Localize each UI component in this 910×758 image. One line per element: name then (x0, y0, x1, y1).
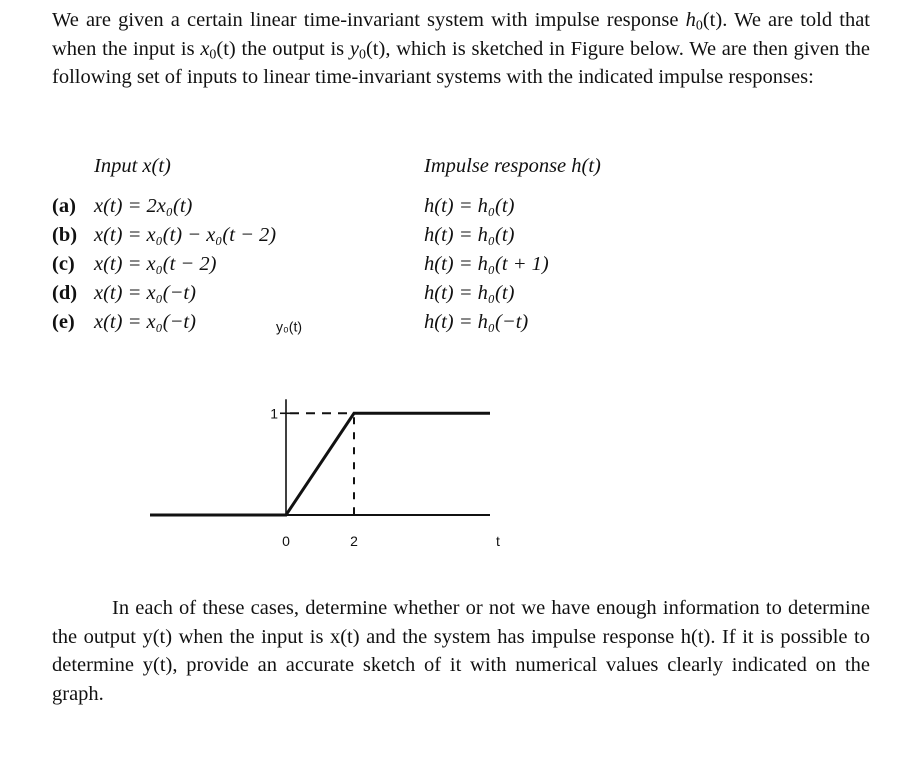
row-label: (e) (52, 311, 75, 333)
y-tick-label-1: 1 (270, 405, 278, 422)
table-row-h (424, 221, 514, 250)
row-input-expr: x(t) = 2x₀(t) (94, 195, 193, 217)
intro-text-1: We are given a certain linear time-invariant system with impulse response (52, 9, 686, 31)
row-input-expr: x(t) = x₀(−t) (94, 311, 196, 333)
table-row-h (424, 308, 528, 337)
table-row-input (52, 192, 192, 221)
input-response-table (0, 0, 910, 360)
intro-h0-sub: 0 (695, 18, 703, 34)
row-h-expr: h(t) = h₀(t) (424, 195, 515, 217)
x-tick-label-2: 2 (350, 533, 358, 549)
row-label: (c) (52, 253, 75, 275)
row-input-expr: x(t) = x₀(t) − x₀(t − 2) (94, 224, 277, 246)
row-label: (a) (52, 195, 76, 217)
y0-series-line (150, 413, 490, 515)
intro-text-3: (t) the output is (216, 37, 350, 60)
intro-x0-sub: 0 (209, 46, 217, 62)
table-row-input (52, 250, 216, 279)
x-axis-label: t (496, 533, 500, 549)
row-input-expr: x(t) = x₀(−t) (94, 282, 196, 304)
row-h-expr: h(t) = h₀(t) (424, 224, 515, 246)
intro-y0: y (349, 37, 359, 60)
table-row-h (424, 250, 549, 279)
row-h-expr: h(t) = h₀(t) (424, 282, 515, 304)
table-row-input (52, 308, 196, 337)
table-row-h (424, 192, 514, 221)
outro-paragraph: In each of these cases, determine whether or not we have enough information to determine the output y(t) when the input is x(t) and the system has impulse response h(t). If it is possible to determine y(t), provide an accurate sketch of it with numerical values clearly indicated on the graph. (52, 597, 870, 705)
table-row-h (424, 279, 514, 308)
y-axis-label: y₀(t) (276, 318, 303, 335)
row-label: (d) (52, 282, 78, 304)
intro-y0-sub: 0 (359, 46, 366, 62)
x-tick-label-0: 0 (282, 533, 290, 549)
row-input-expr: x(t) = x₀(t − 2) (94, 253, 217, 275)
intro-text-2: (t). We are told that when the input is (52, 9, 870, 60)
table-row-input (52, 279, 196, 308)
intro-text-4: (t), which is sketched in Figure below. We are then given the following set of inputs to linear time-invariant systems with the indicated impulse responses: (52, 37, 870, 88)
input-column-header: Input x(t) (94, 155, 171, 177)
intro-x0: x (200, 37, 210, 60)
row-h-expr: h(t) = h₀(t + 1) (424, 253, 549, 275)
row-h-expr: h(t) = h₀(−t) (424, 311, 529, 333)
row-label: (b) (52, 224, 78, 246)
table-row-input (52, 221, 276, 250)
intro-h0: h (685, 9, 696, 31)
impulse-column-header: Impulse response h(t) (424, 155, 601, 177)
